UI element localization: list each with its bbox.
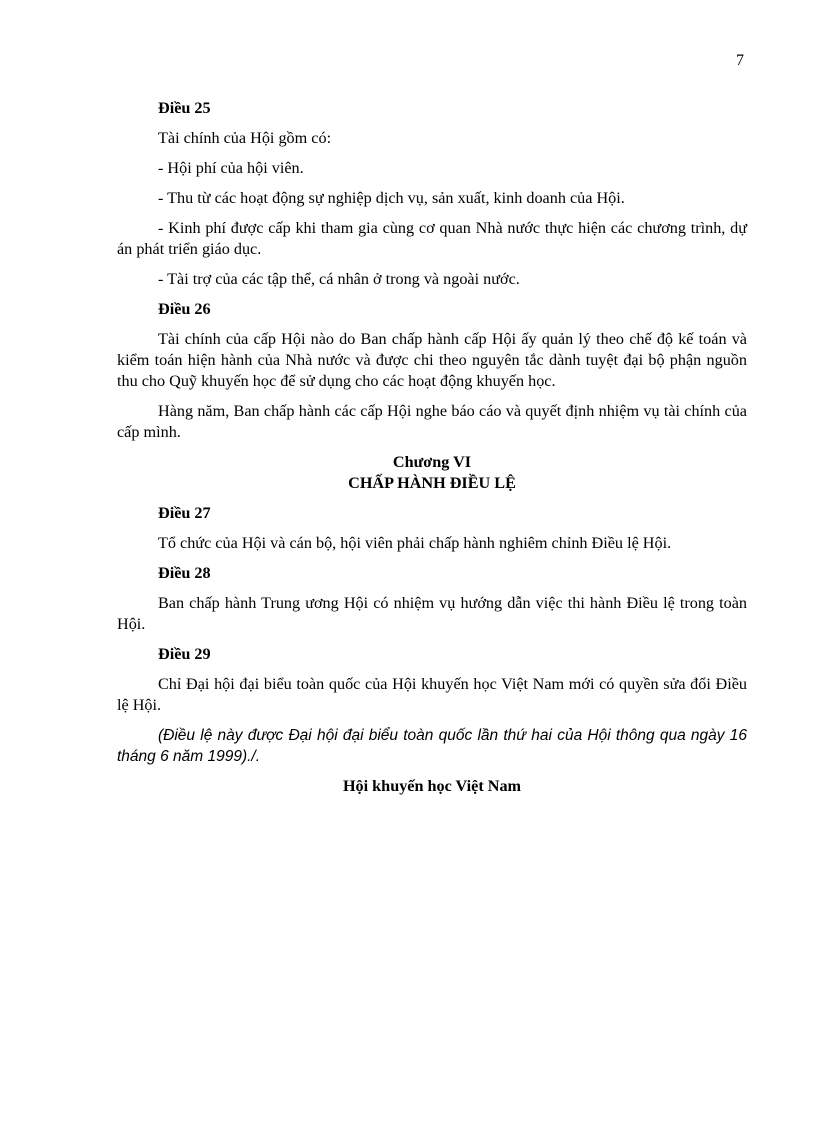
article-26-paragraph: Hàng năm, Ban chấp hành các cấp Hội nghe báo cáo và quyết định nhiệm vụ tài chính của cấp mình. <box>117 402 747 441</box>
chapter-number: Chương VI <box>392 453 472 471</box>
article-25-intro: Tài chính của Hội gồm có: <box>158 129 332 147</box>
article-28-text: Ban chấp hành Trung ương Hội có nhiệm vụ hướng dẫn việc thi hành Điều lệ trong toàn Hội. <box>117 594 747 633</box>
article-25-title: Điều 25 <box>158 99 211 117</box>
article-29-title: Điều 29 <box>158 645 211 663</box>
article-25-item: - Tài trợ của các tập thể, cá nhân ở trong và ngoài nước. <box>158 270 520 288</box>
document-body <box>117 98 747 797</box>
article-27-text: Tổ chức của Hội và cán bộ, hội viên phải chấp hành nghiêm chỉnh Điều lệ Hội. <box>158 534 672 552</box>
article-25-item: - Hội phí của hội viên. <box>158 159 304 177</box>
page-number: 7 <box>736 52 744 69</box>
chapter-title: CHẤP HÀNH ĐIỀU LỆ <box>348 474 516 492</box>
signature: Hội khuyến học Việt Nam <box>342 777 522 795</box>
article-28-title: Điều 28 <box>158 564 211 582</box>
article-26-title: Điều 26 <box>158 300 211 318</box>
article-29-text: Chỉ Đại hội đại biểu toàn quốc của Hội khuyến học Việt Nam mới có quyền sửa đổi Điều lệ Hội. <box>117 675 747 714</box>
adoption-note: (Điều lệ này được Đại hội đại biểu toàn quốc lần thứ hai của Hội thông qua ngày 16 tháng 6 năm 1999)./. <box>117 727 747 765</box>
chapter-heading <box>117 452 747 494</box>
article-26-paragraph: Tài chính của cấp Hội nào do Ban chấp hành cấp Hội ấy quản lý theo chế độ kế toán và kiểm toán hiện hành của Nhà nước và được chi theo nguyên tắc dành tuyệt đại bộ phận nguồn thu cho Quỹ khuyến học để sử dụng cho các hoạt động khuyến học. <box>117 330 747 390</box>
article-25-item: - Kinh phí được cấp khi tham gia cùng cơ quan Nhà nước thực hiện các chương trình, dự án phát triển giáo dục. <box>117 219 747 258</box>
article-27-title: Điều 27 <box>158 504 211 522</box>
article-25-item: - Thu từ các hoạt động sự nghiệp dịch vụ, sản xuất, kinh doanh của Hội. <box>158 189 625 207</box>
